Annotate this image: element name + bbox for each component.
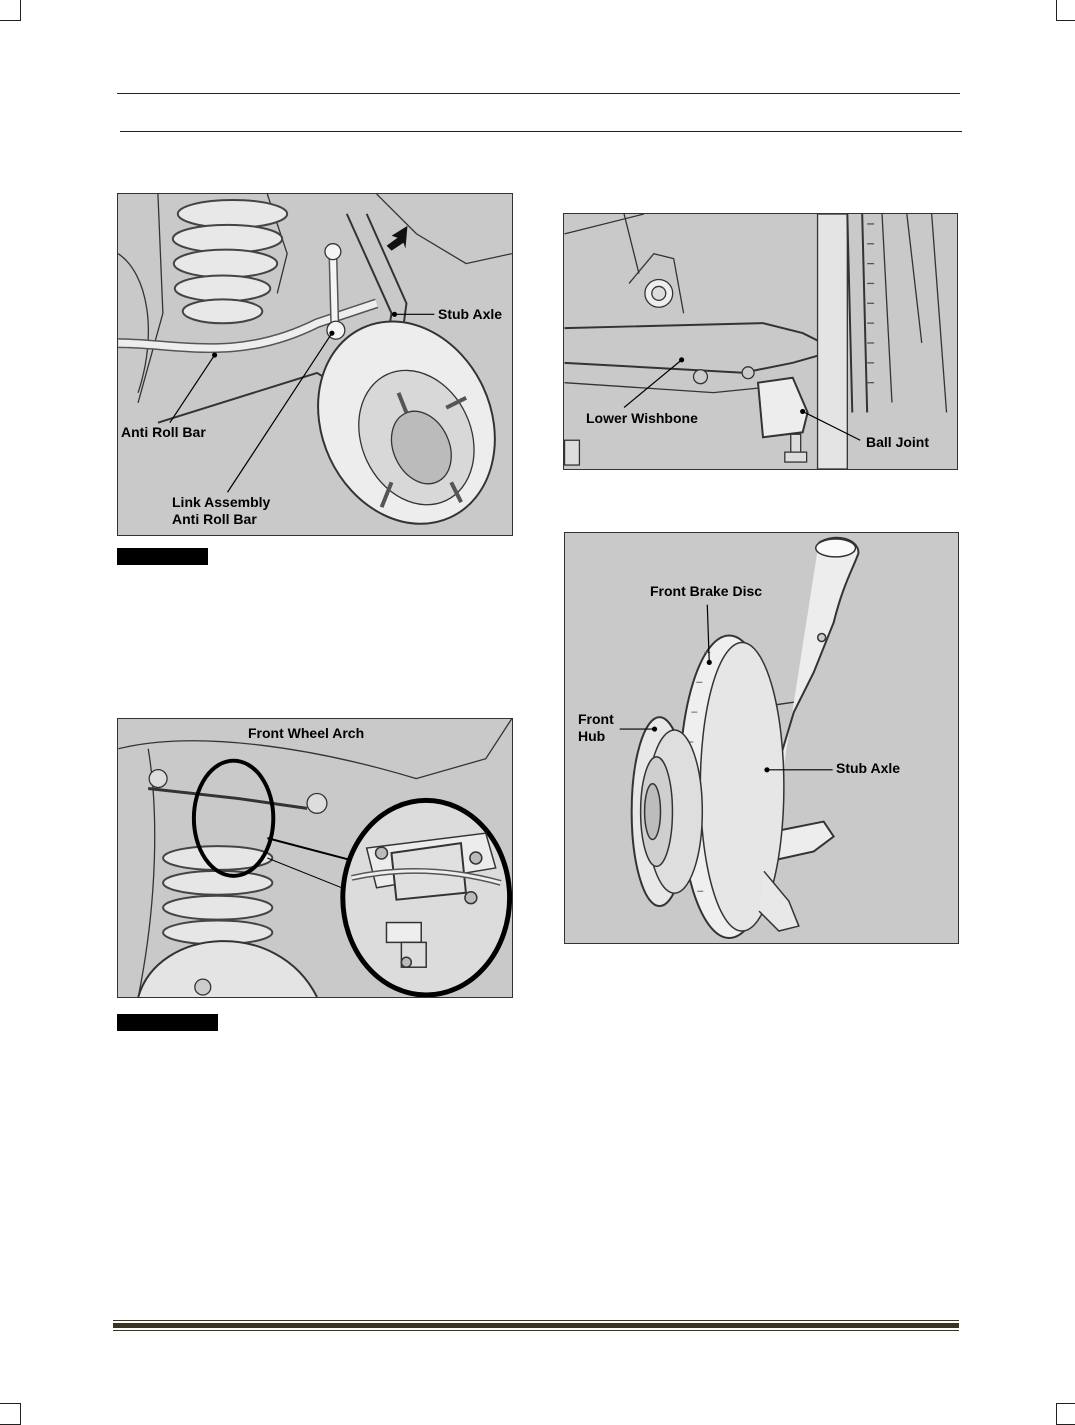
crop-mark-bottom-right [1056,1403,1075,1425]
figure-lower-wishbone [563,213,958,470]
front-wheel-arch-illustration [118,719,512,997]
label-ball-joint: Ball Joint [866,434,930,450]
crop-mark-top-left [0,0,21,21]
figure-front-wheel-arch [117,718,513,998]
label-stub-axle-hub: Stub Axle [836,760,901,776]
label-lower-wishbone: Lower Wishbone [586,410,698,426]
label-front-brake-disc: Front Brake Disc [650,583,763,599]
crop-mark-bottom-left [0,1403,21,1425]
header-rule-bottom [120,131,962,132]
anti-roll-bar-illustration [118,194,512,535]
label-front-wheel-arch: Front Wheel Arch [248,725,365,741]
label-stub-axle: Stub Axle [438,306,503,322]
crop-mark-top-right [1056,0,1075,21]
label-link-assembly-line1: Link Assembly [172,494,271,510]
figure-caption-bar-1 [117,548,208,565]
figure-anti-roll-bar-link [117,193,513,536]
header-rule-top [117,93,960,94]
label-anti-roll-bar: Anti Roll Bar [121,424,206,440]
footer-rule-thick [113,1323,959,1328]
label-link-assembly-line2: Anti Roll Bar [172,511,257,527]
figure-brake-disc-hub [564,532,959,944]
label-front-hub-line1: Front [578,711,614,727]
figure-caption-bar-2 [117,1014,218,1031]
label-front-hub-line2: Hub [578,728,606,744]
footer-rule-thin-bottom [113,1330,959,1331]
lower-wishbone-illustration [564,214,957,469]
footer-rule-thin-top [113,1320,959,1321]
